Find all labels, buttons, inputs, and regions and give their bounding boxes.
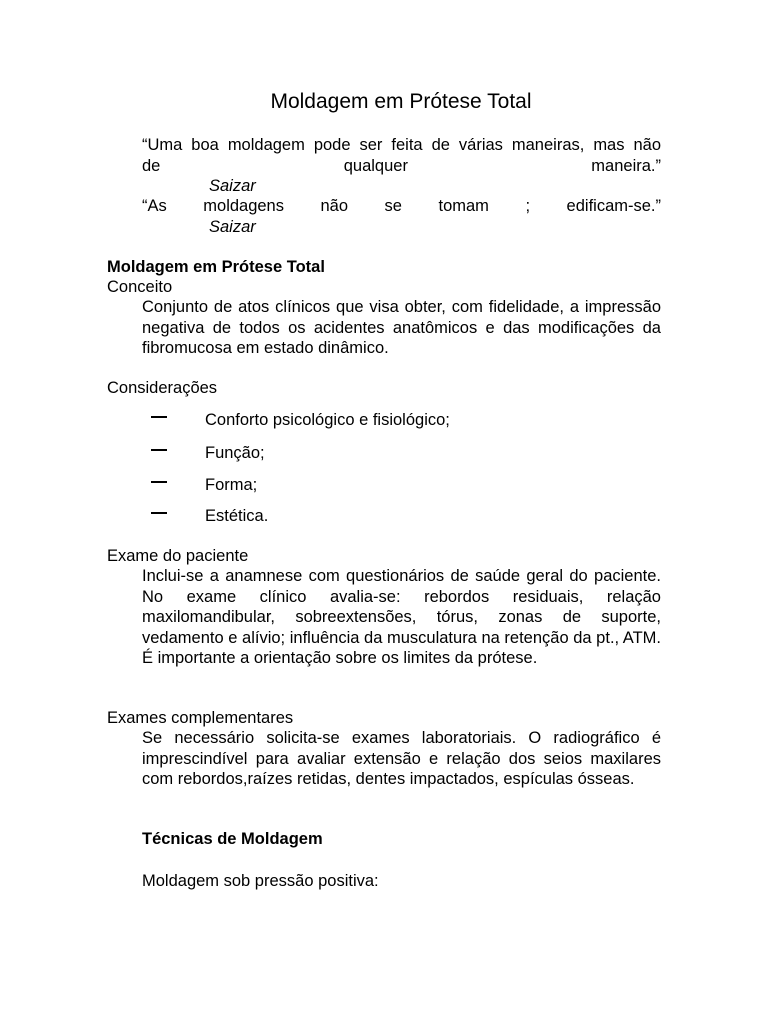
tecnicas-heading: Técnicas de Moldagem	[142, 830, 323, 848]
exames-complementares-text: Se necessário solicita-se exames laboratoriais. O radiográfico é imprescindível para avaliar extensão e relação dos seios maxilares com rebordos,raízes retidas, dentes impactados, espículas ósseas.	[142, 729, 661, 788]
dash-bullet-icon	[151, 449, 167, 451]
quote-1-author: Saizar	[209, 177, 256, 195]
quote-1-line-2: de qualquer maneira.”	[142, 156, 661, 175]
quote-block-2	[142, 196, 661, 237]
quote-2-line-1: “As moldagens não se tomam ; edificam-se.”	[142, 197, 661, 215]
exame-paciente-label: Exame do paciente	[107, 547, 249, 565]
conceito-label: Conceito	[107, 278, 173, 296]
document-title: Moldagem em Prótese Total	[270, 90, 532, 113]
list-item-text: Função;	[205, 444, 265, 462]
dash-bullet-icon	[151, 416, 167, 418]
section-heading: Moldagem em Prótese Total	[107, 258, 325, 276]
list-item-text: Estética.	[205, 507, 269, 525]
tecnicas-subitem: Moldagem sob pressão positiva:	[142, 872, 379, 890]
quote-2-author: Saizar	[209, 217, 256, 236]
dash-bullet-icon	[151, 481, 167, 483]
exame-paciente-text: Inclui-se a anamnese com questionários de saúde geral do paciente. No exame clínico avalia-se: rebordos residuais, relação maxilomandibular, sobreextensões, tórus, zonas de suporte, vedamento e alívio; influência da musculatura na retenção da pt., ATM. É importante a orientação sobre os limites da prótese.	[142, 567, 661, 667]
quote-block-1	[142, 135, 661, 197]
dash-bullet-icon	[151, 512, 167, 514]
consideracoes-label: Considerações	[107, 379, 218, 397]
conceito-text: Conjunto de atos clínicos que visa obter, com fidelidade, a impressão negativa de todos os acidentes anatômicos e das modificações da fibromucosa em estado dinâmico.	[142, 298, 661, 357]
list-item-text: Forma;	[205, 476, 258, 494]
quote-1-line-1: “Uma boa moldagem pode ser feita de várias maneiras, mas não	[142, 136, 661, 154]
list-item-text: Conforto psicológico e fisiológico;	[205, 411, 450, 429]
exames-complementares-label: Exames complementares	[107, 709, 294, 727]
